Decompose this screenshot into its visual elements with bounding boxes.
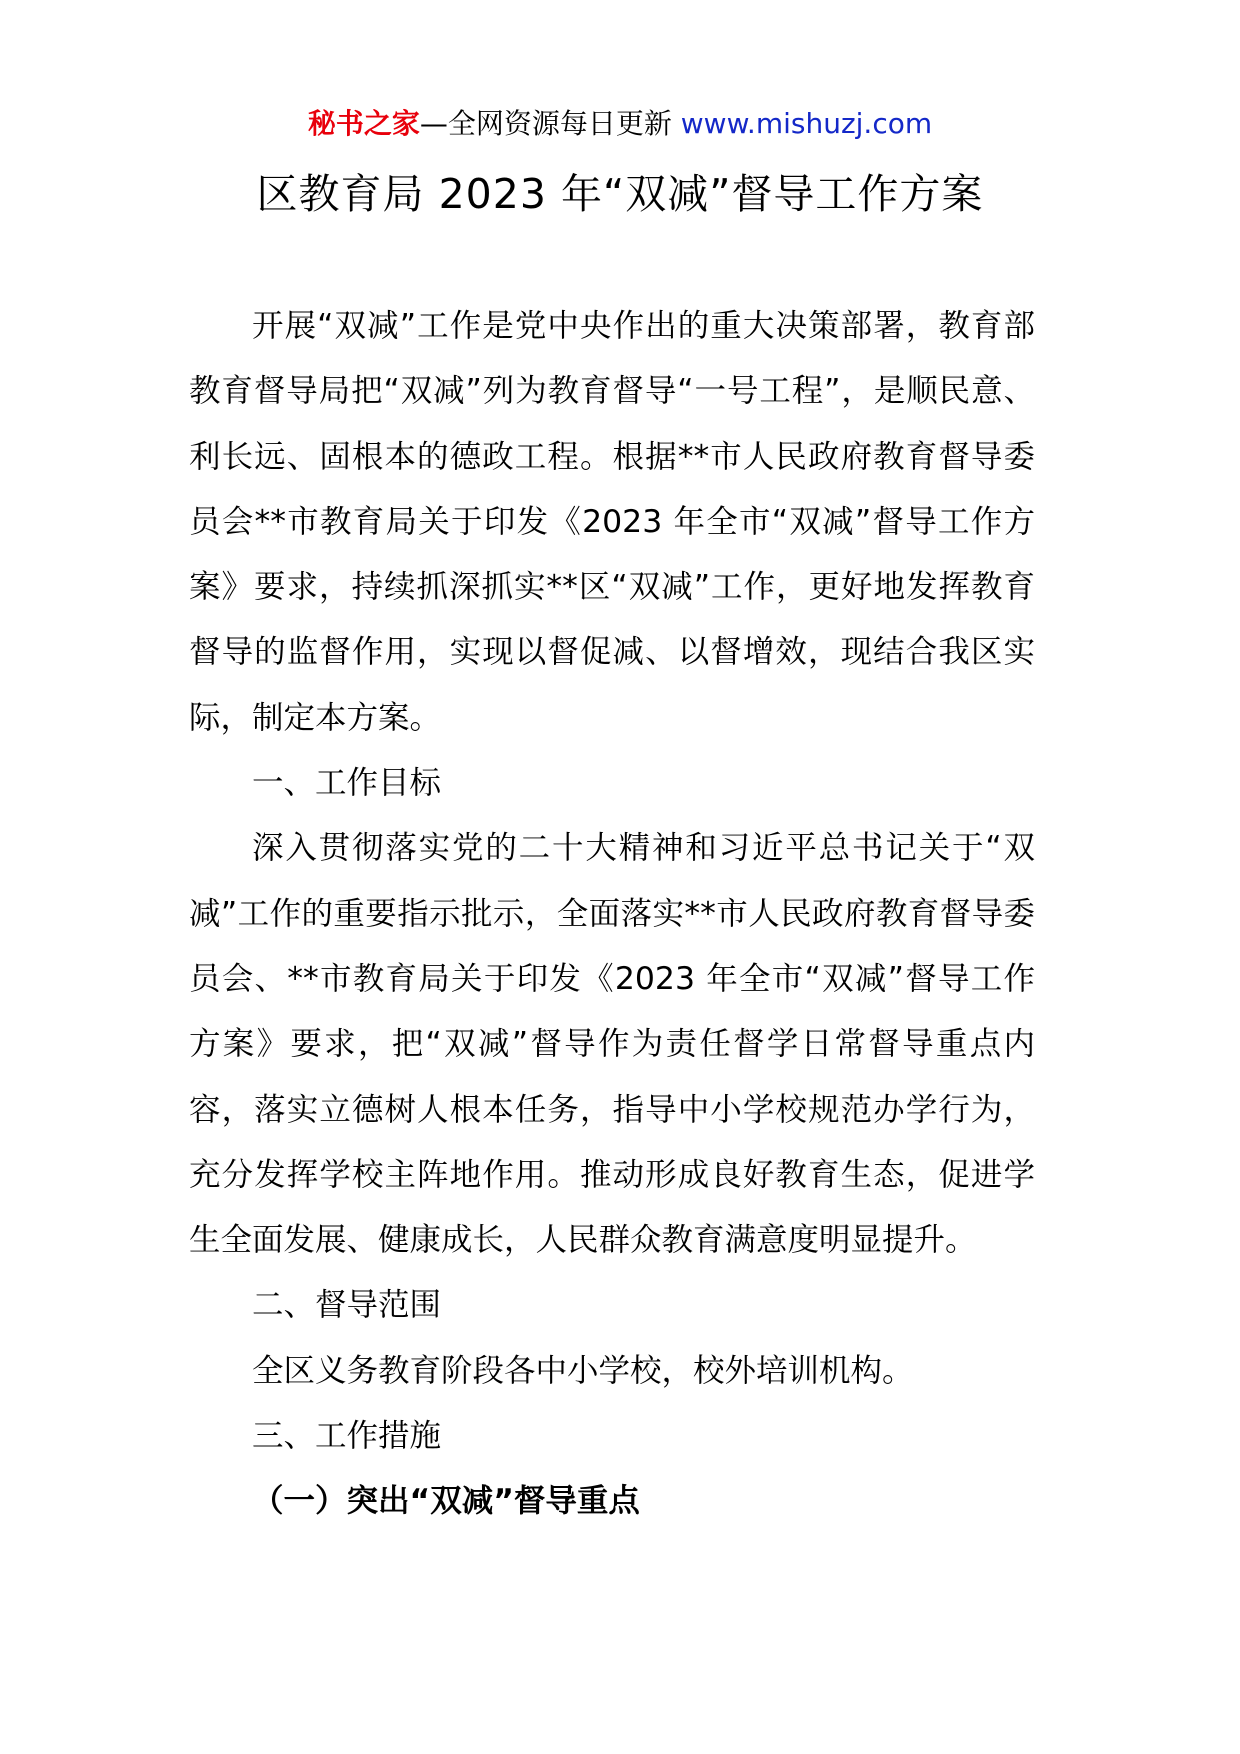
goals-paragraph: 深入贯彻落实党的二十大精神和习近平总书记关于“双减”工作的重要指示批示，全面落实**市人民政府教育督导委员会、**市教育局关于印发《2023 年全市“双减”督导工作方案》要求，把“双减”督导作为责任督学日常督导重点内容，落实立德树人根本任务，指导中小学校规范办学行为，充分发挥学校主阵地作用。推动形成良好教育生态，促进学生全面发展、健康成长，人民群众教育满意度明显提升。 — [189, 830, 1035, 1259]
section-heading-scope: 二、督导范围 — [252, 1287, 442, 1324]
section-heading-measures: 三、工作措施 — [252, 1418, 442, 1455]
document-body — [189, 294, 1035, 1535]
site-banner — [0, 102, 1240, 146]
document-title: 区教育局 2023 年“双减”督导工作方案 — [256, 170, 984, 218]
banner-brand: 秘书之家 — [307, 107, 420, 140]
section-heading-goals: 一、工作目标 — [252, 765, 442, 802]
subsection-heading-focus: （一）突出“双减”督导重点 — [252, 1483, 640, 1520]
banner-url: www.mishuzj.com — [680, 107, 933, 140]
banner-tagline: —全网资源每日更新 — [419, 107, 681, 140]
scope-paragraph: 全区义务教育阶段各中小学校，校外培训机构。 — [252, 1352, 914, 1389]
intro-paragraph: 开展“双减”工作是党中央作出的重大决策部署，教育部教育督导局把“双减”列为教育督导“一号工程”，是顺民意、利长远、固根本的德政工程。根据**市人民政府教育督导委员会**市教育局关于印发《2023 年全市“双减”督导工作方案》要求，持续抓深抓实**区“双减”工作，更好地发挥教育督导的监督作用，实现以督促减、以督增效，现结合我区实际，制定本方案。 — [189, 308, 1035, 736]
